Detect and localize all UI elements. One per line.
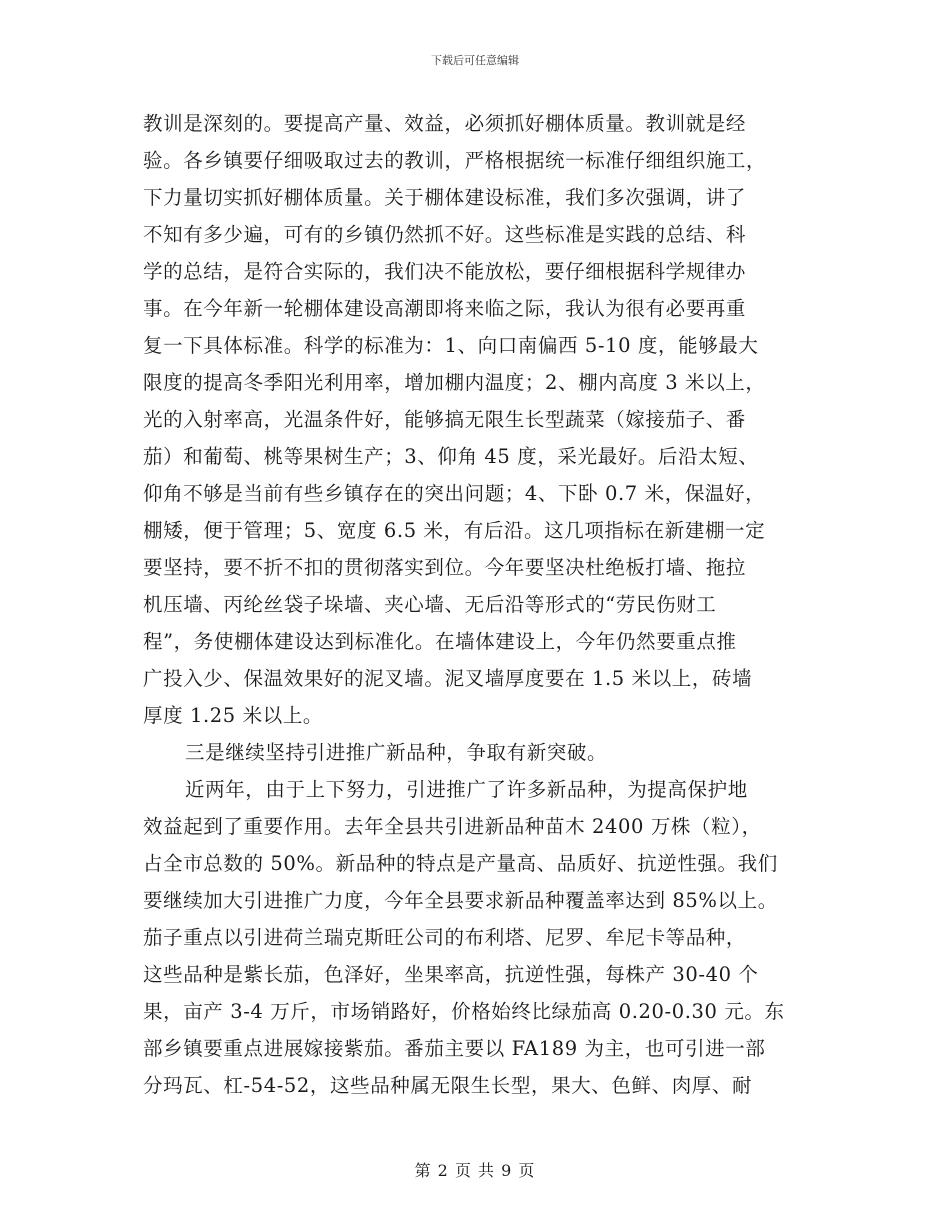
text-line: 这些品种是紫长茄，色泽好，坐果率高，抗逆性强，每株产 30-40 个 <box>143 963 759 986</box>
text-line: 厚度 1.25 米以上。 <box>143 704 324 727</box>
text-line: 部乡镇要重点进展嫁接紫茄。番茄主要以 FA189 为主，也可引进一部 <box>143 1037 766 1060</box>
page-number-footer: 第 2 页 共 9 页 <box>414 1161 536 1180</box>
text-line: 茄）和葡萄、桃等果树生产；3、仰角 45 度，采光最好。后沿太短、 <box>143 445 759 468</box>
text-line: 广投入少、保温效果好的泥叉墙。泥叉墙厚度要在 1.5 米以上，砖墙 <box>143 667 753 690</box>
text-line: 不知有多少遍，可有的乡镇仍然抓不好。这些标准是实践的总结、科 <box>143 223 747 246</box>
text-line: 验。各乡镇要仔细吸取过去的教训，严格根据统一标准仔细组织施工， <box>143 149 767 172</box>
text-line: 要继续加大引进推广力度，今年全县要求新品种覆盖率达到 85%以上。 <box>143 889 778 912</box>
text-line: 效益起到了重要作用。去年全县共引进新品种苗木 2400 万株（粒）， <box>143 815 762 838</box>
text-line: 下力量切实抓好棚体质量。关于棚体建设标准，我们多次强调，讲了 <box>143 186 747 209</box>
text-line: 果，亩产 3-4 万斤，市场销路好，价格始终比绿茄高 0.20-0.30 元。东 <box>143 1000 785 1023</box>
text-line: 复一下具体标准。科学的标准为：1、向口南偏西 5-10 度，能够最大 <box>143 334 759 357</box>
text-line: 近两年，由于上下努力，引进推广了许多新品种，为提高保护地 <box>185 778 748 801</box>
text-line: 占全市总数的 50%。新品种的特点是产量高、品质好、抗逆性强。我们 <box>143 852 778 875</box>
text-line: 分玛瓦、杠-54-52，这些品种属无限生长型，果大、色鲜、肉厚、耐 <box>143 1074 753 1097</box>
text-line: 学的总结，是符合实际的，我们决不能放松，要仔细根据科学规律办 <box>143 260 747 283</box>
text-line: 机压墙、丙纶丝袋子垛墙、夹心墙、无后沿等形式的“劳民伤财工 <box>143 593 717 616</box>
page-header: 下载后可任意编辑 <box>431 54 519 67</box>
document-body <box>143 105 808 1104</box>
text-line: 棚矮，便于管理；5、宽度 6.5 米，有后沿。这几项指标在新建棚一定 <box>143 519 766 542</box>
text-line: 教训是深刻的。要提高产量、效益，必须抓好棚体质量。教训就是经 <box>143 112 747 135</box>
text-line: 茄子重点以引进荷兰瑞克斯旺公司的布利塔、尼罗、牟尼卡等品种， <box>143 926 747 949</box>
section-heading: 三是继续坚持引进推广新品种，争取有新突破。 <box>185 741 608 764</box>
text-line: 事。在今年新一轮棚体建设高潮即将来临之际，我认为很有必要再重 <box>143 297 747 320</box>
text-line: 限度的提高冬季阳光利用率，增加棚内温度；2、棚内高度 3 米以上， <box>143 371 766 394</box>
text-line: 仰角不够是当前有些乡镇存在的突出问题；4、下卧 0.7 米，保温好， <box>143 482 766 505</box>
text-line: 要坚持，要不折不扣的贯彻落实到位。今年要坚决杜绝板打墙、拖拉 <box>143 556 747 579</box>
text-line: 光的入射率高，光温条件好，能够搞无限生长型蔬菜（嫁接茄子、番 <box>143 408 747 431</box>
text-line: 程”，务使棚体建设达到标准化。在墙体建设上，今年仍然要重点推 <box>143 630 737 653</box>
